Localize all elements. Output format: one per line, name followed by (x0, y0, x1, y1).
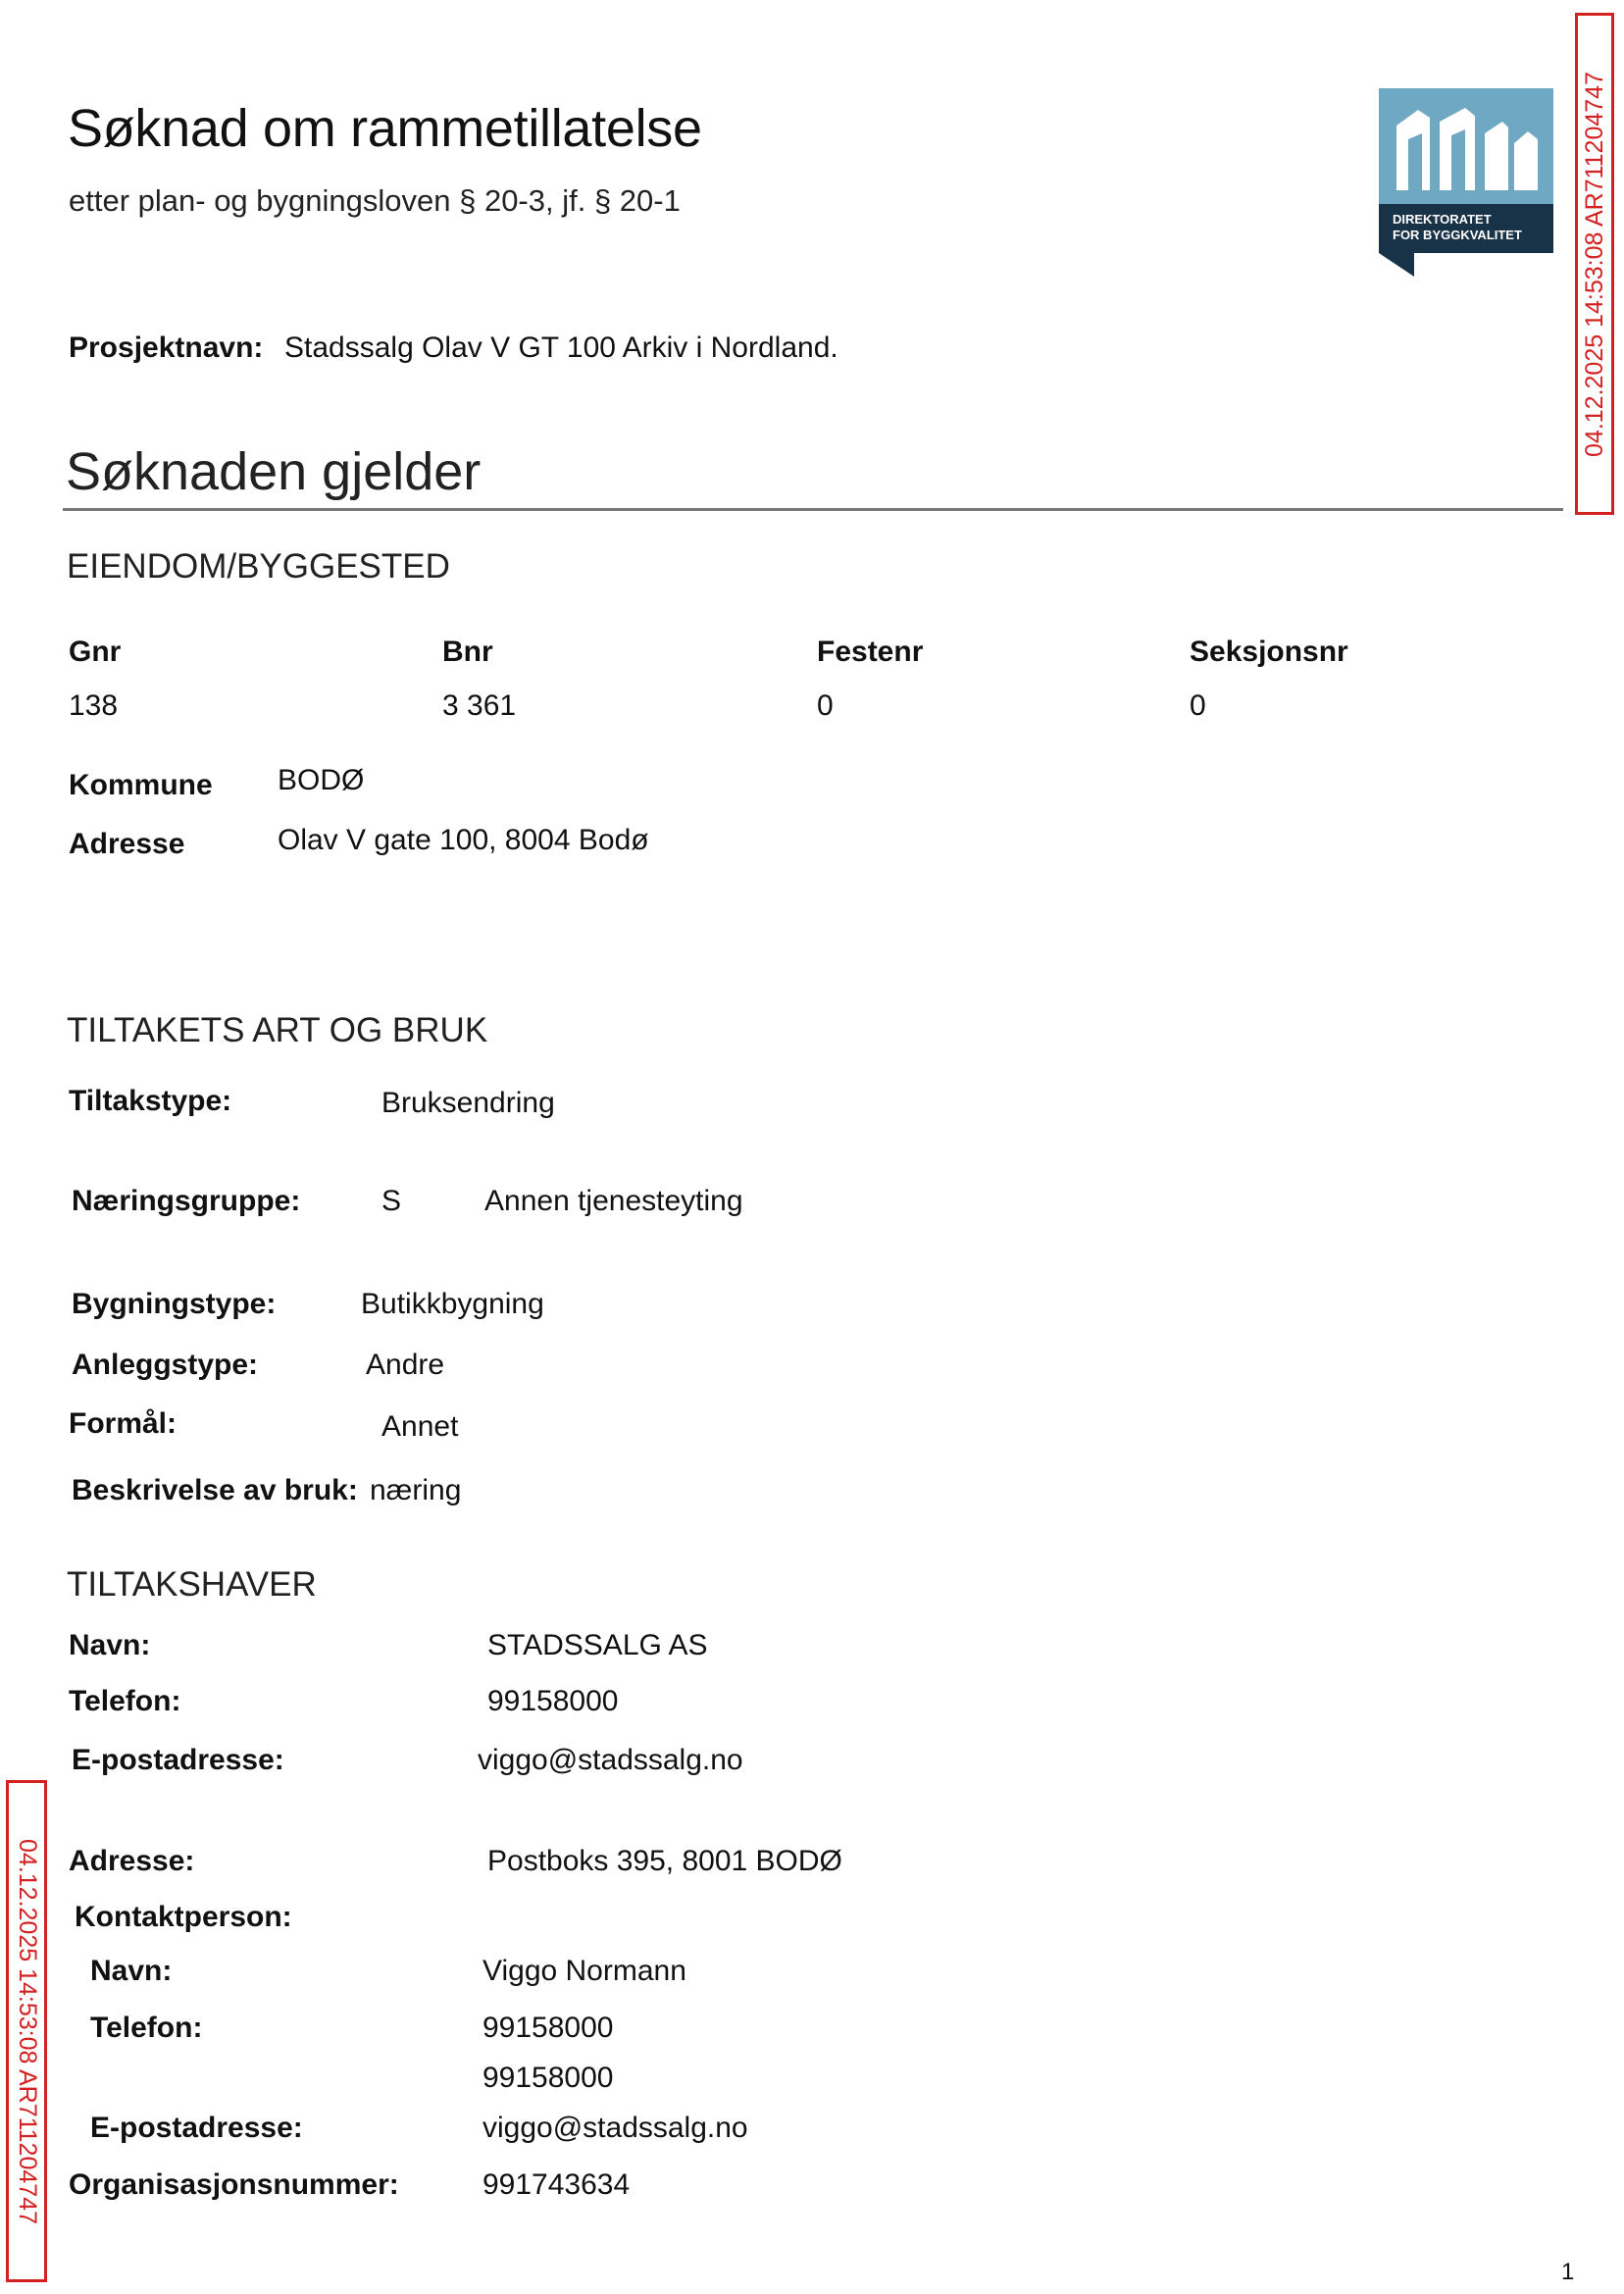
archive-stamp-top (1575, 13, 1614, 515)
kontakt-telefon-value-2: 99158000 (482, 2062, 614, 2094)
section-divider (63, 508, 1563, 511)
kontakt-navn-value: Viggo Normann (482, 1955, 686, 1987)
festenr-label: Festenr (817, 636, 924, 668)
festenr-value: 0 (817, 689, 834, 722)
tiltakshaver-epost-value: viggo@stadssalg.no (478, 1744, 743, 1776)
kontakt-telefon-value: 99158000 (482, 2012, 614, 2044)
tiltakshaver-telefon-label: Telefon: (69, 1685, 181, 1717)
kontaktperson-label: Kontaktperson: (75, 1901, 292, 1933)
gnr-value: 138 (69, 689, 119, 722)
bygningstype-label: Bygningstype: (72, 1288, 277, 1320)
orgnr-label: Organisasjonsnummer: (69, 2168, 399, 2201)
bnr-label: Bnr (442, 636, 493, 668)
project-label: Prosjektnavn: (69, 331, 264, 364)
naeringsgruppe-label: Næringsgruppe: (72, 1185, 301, 1217)
adresse-label: Adresse (69, 828, 185, 860)
archive-stamp-top-text: 04.12.2025 14:53:08 AR711204747 (1580, 71, 1608, 457)
archive-stamp-bottom-text: 04.12.2025 14:53:08 AR711204747 (13, 1838, 41, 2224)
logo-text-line1: DIREKTORATET (1393, 212, 1492, 227)
tiltakshaver-heading: TILTAKSHAVER (67, 1565, 317, 1604)
tiltakshaver-telefon-value: 99158000 (487, 1685, 619, 1717)
tiltakstype-label: Tiltakstype: (69, 1085, 232, 1117)
document-subtitle: etter plan- og bygningsloven § 20-3, jf. § 20-1 (69, 183, 681, 218)
anleggstype-label: Anleggstype: (72, 1349, 259, 1381)
beskrivelse-label: Beskrivelse av bruk: (72, 1474, 358, 1506)
naeringsgruppe-value: Annen tjenesteyting (484, 1185, 743, 1217)
project-value: Stadssalg Olav V GT 100 Arkiv i Nordland. (284, 331, 838, 364)
kommune-value: BODØ (278, 764, 365, 796)
gnr-label: Gnr (69, 636, 122, 668)
adresse-value: Olav V gate 100, 8004 Bodø (278, 824, 649, 856)
bnr-value: 3 361 (442, 689, 517, 722)
kontakt-epost-label: E-postadresse: (90, 2112, 303, 2144)
seksjonsnr-value: 0 (1190, 689, 1206, 722)
tiltakshaver-navn-value: STADSSALG AS (487, 1629, 708, 1661)
dibk-logo-graphic (1379, 88, 1553, 277)
kontakt-navn-label: Navn: (90, 1955, 173, 1987)
logo-text-line2: FOR BYGGKVALITET (1393, 228, 1522, 242)
tiltakshaver-adresse-label: Adresse: (69, 1845, 195, 1877)
kontakt-telefon-label: Telefon: (90, 2012, 203, 2044)
bygningstype-value: Butikkbygning (361, 1288, 544, 1320)
kommune-label: Kommune (69, 769, 213, 801)
seksjonsnr-label: Seksjonsnr (1190, 636, 1348, 668)
dibk-logo (1379, 88, 1553, 277)
document-title: Søknad om rammetillatelse (68, 99, 702, 158)
tiltakshaver-epost-label: E-postadresse: (72, 1744, 284, 1776)
formal-label: Formål: (69, 1407, 178, 1440)
formal-value: Annet (381, 1410, 459, 1443)
page-number: 1 (1561, 2259, 1575, 2285)
tiltakstype-value: Bruksendring (381, 1087, 555, 1119)
orgnr-value: 991743634 (482, 2168, 631, 2201)
property-heading: EIENDOM/BYGGESTED (67, 547, 450, 586)
archive-stamp-bottom (6, 1780, 47, 2282)
section-title: Søknaden gjelder (66, 442, 482, 501)
tiltakshaver-navn-label: Navn: (69, 1629, 151, 1661)
beskrivelse-value: næring (370, 1474, 462, 1506)
naeringsgruppe-code: S (381, 1185, 402, 1217)
kontakt-epost-value: viggo@stadssalg.no (482, 2112, 748, 2144)
tiltak-heading: TILTAKETS ART OG BRUK (67, 1011, 488, 1049)
tiltakshaver-adresse-value: Postboks 395, 8001 BODØ (487, 1845, 842, 1877)
anleggstype-value: Andre (366, 1349, 445, 1381)
